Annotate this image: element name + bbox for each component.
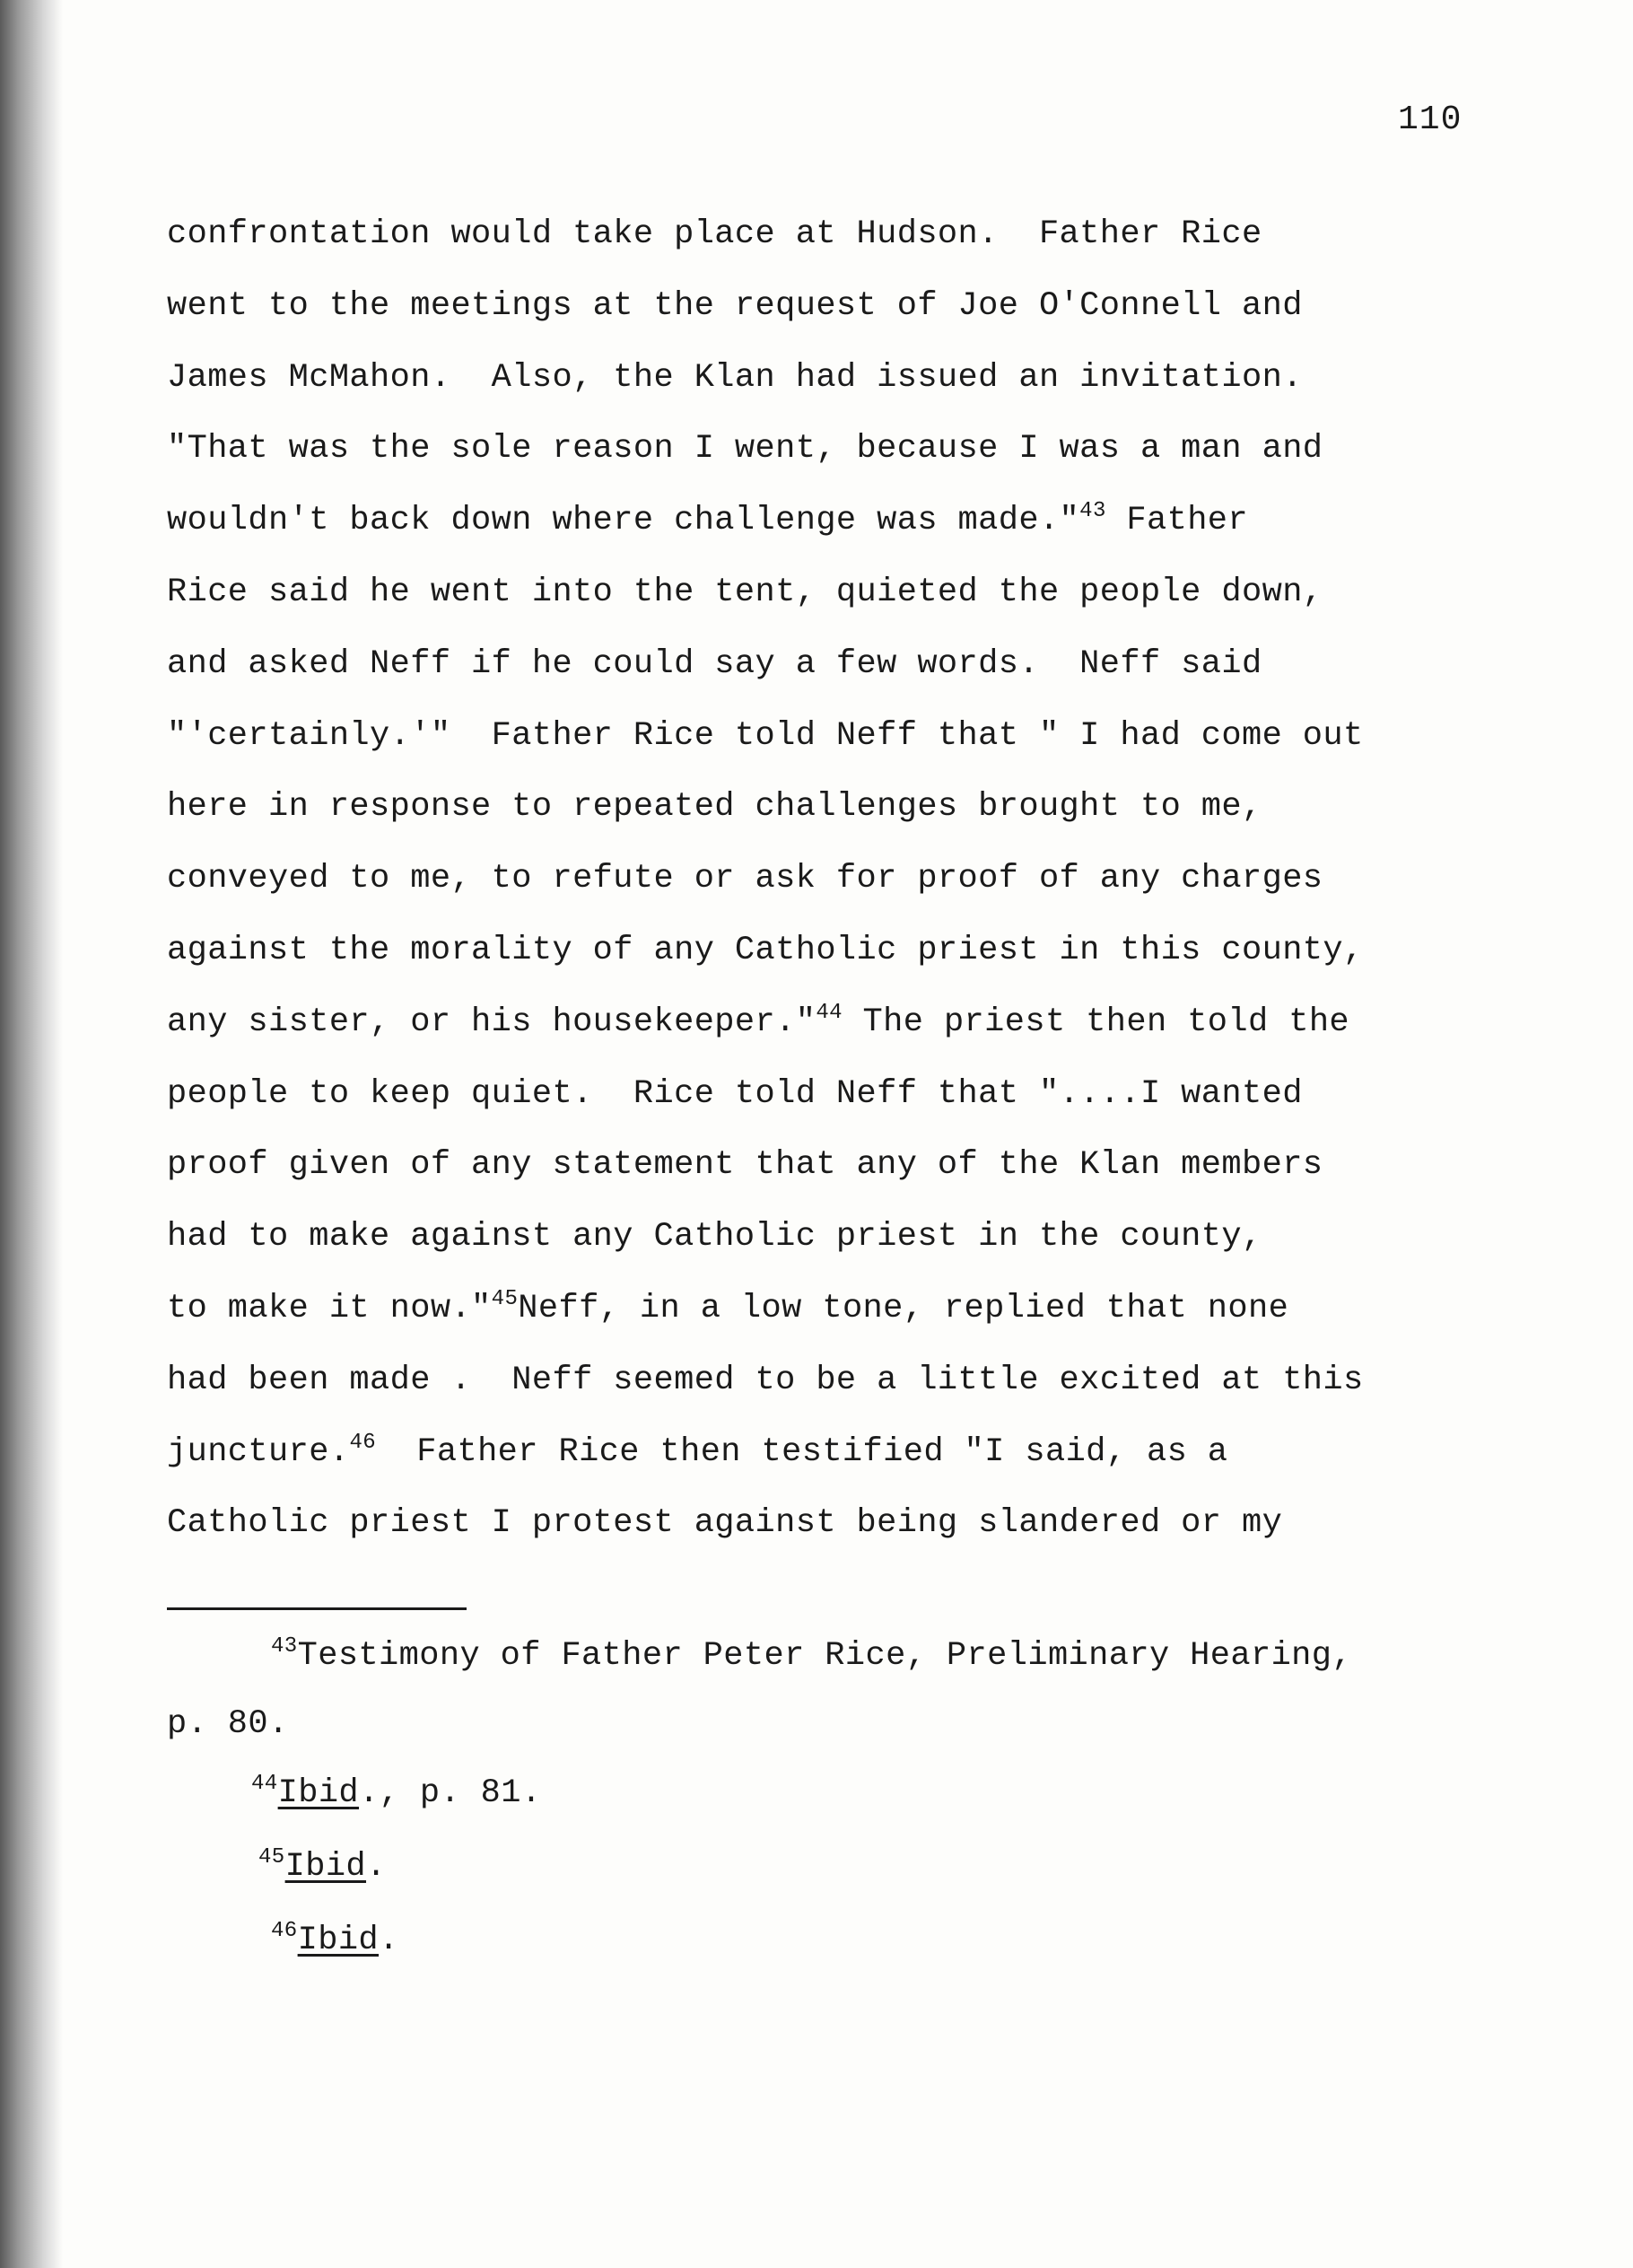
- text-line: Rice said he went into the tent, quieted the people down,: [167, 573, 1323, 611]
- text-line: conveyed to me, to refute or ask for proof of any charges: [167, 860, 1323, 898]
- text-line: and asked Neff if he could say a few words. Neff said: [167, 644, 1262, 683]
- text-line: juncture.$^{46}$ Father Rice then testified "I said, as a: [167, 1430, 1228, 1471]
- footnote-ref-43: 43: [1079, 499, 1106, 524]
- footnote-ref-45: 45: [491, 1286, 519, 1311]
- text-line: had been made . Neff seemed to be a little excited at this: [167, 1361, 1364, 1399]
- text-line: proof given of any statement that any of the Klan members: [167, 1146, 1323, 1185]
- scan-edge-shadow: [0, 0, 63, 2268]
- footnote-ref-44: 44: [816, 1000, 843, 1025]
- text-line: James McMahon. Also, the Klan had issued an invitation.: [167, 358, 1303, 397]
- body-text: [167, 199, 1477, 1560]
- text-line: to make it now."$^{45}$Neff, in a low tone, replied that none: [167, 1286, 1289, 1327]
- text-line: any sister, or his housekeeper."$^{44}$ The priest then told the: [167, 1000, 1350, 1041]
- footnote-45: $^{45}$Ibid.: [258, 1845, 387, 1886]
- text-line: Catholic priest I protest against being slandered or my: [167, 1504, 1283, 1543]
- footnote-46: $^{46}$Ibid.: [271, 1919, 399, 1959]
- text-line: "That was the sole reason I went, because I was a man and: [167, 430, 1323, 468]
- footnote-divider: [167, 1607, 467, 1610]
- text-line: against the morality of any Catholic priest in this county,: [167, 931, 1364, 969]
- footnote-ref-46: 46: [349, 1430, 377, 1455]
- text-line: went to the meetings at the request of Joe O'Connell and: [167, 286, 1303, 325]
- text-line: had to make against any Catholic priest in the county,: [167, 1218, 1262, 1257]
- page-number: 110: [1398, 101, 1463, 139]
- footnote-44: $^{44}$Ibid., p. 81.: [251, 1772, 542, 1812]
- text-line: people to keep quiet. Rice told Neff that "....I wanted: [167, 1074, 1303, 1113]
- text-line: confrontation would take place at Hudson. Father Rice: [167, 215, 1262, 253]
- text-line: wouldn't back down where challenge was made."$^{43}$ Father: [167, 499, 1249, 540]
- footnote-43: $^{43}$Testimony of Father Peter Rice, Preliminary Hearing,: [271, 1634, 1352, 1675]
- footnotes: [167, 1621, 1477, 1977]
- text-line: "'certainly.'" Father Rice told Neff that " I had come out: [167, 716, 1364, 755]
- text-line: here in response to repeated challenges brought to me,: [167, 788, 1262, 827]
- footnote-43-continued: p. 80.: [167, 1705, 289, 1743]
